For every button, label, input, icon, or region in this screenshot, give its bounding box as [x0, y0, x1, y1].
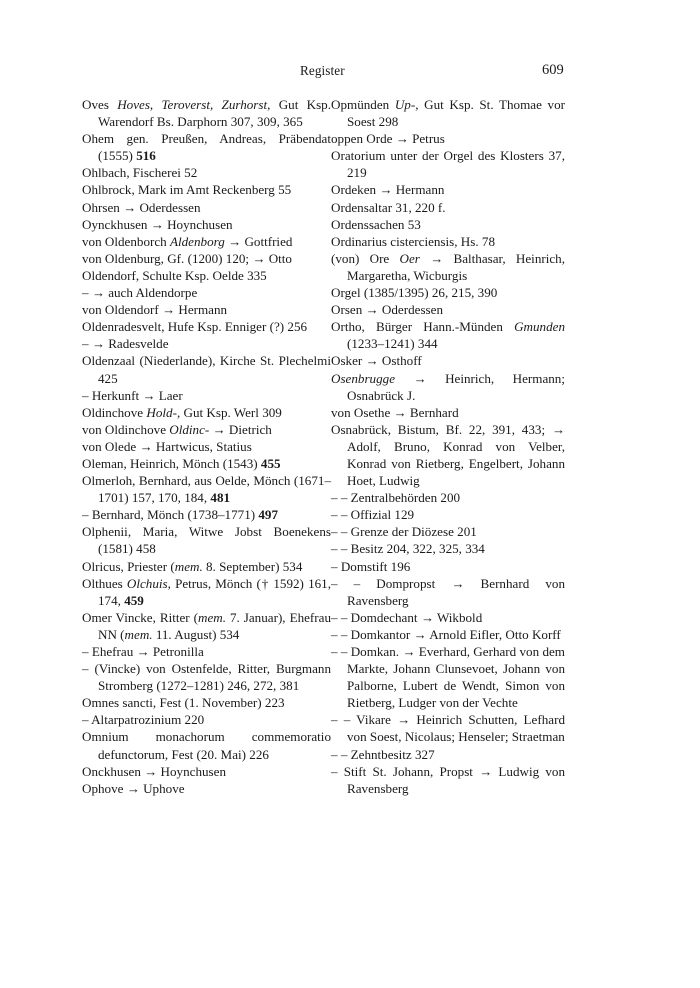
- entry-text: – Herkunft → Laer: [82, 387, 183, 403]
- register-entry: [331, 558, 565, 575]
- register-entry: [331, 318, 565, 352]
- register-entry: [82, 728, 331, 762]
- register-column-right: [331, 96, 565, 797]
- entry-text: Olricus, Priester (: [82, 558, 175, 574]
- register-entry: [331, 199, 565, 216]
- register-entry: [331, 147, 565, 181]
- entry-text: , Gut Ksp. Warendorf Bs. Darphorn 307, 309, 365: [98, 97, 332, 130]
- register-entry: [82, 387, 331, 404]
- entry-text: von Oldinchove: [82, 421, 170, 437]
- entry-text: Osnabrück, Bistum, Bf. 22, 391, 433; → Adolf, Bruno, Konrad von Velber, Konrad von Rietberg, Engelbert, Johann Hoet, Ludwig: [331, 421, 565, 489]
- entry-text: – Domstift 196: [331, 558, 411, 574]
- entry-text: – → auch Aldendorpe: [82, 285, 198, 301]
- entry-text: 7. Januar), Ehefrau NN (: [98, 609, 332, 642]
- entry-text: Orsen → Oderdessen: [331, 302, 443, 318]
- entry-italic-variant: Osenbrugge: [331, 370, 396, 386]
- register-entry: [82, 643, 331, 660]
- register-entry: [331, 233, 565, 250]
- register-entry: [82, 660, 331, 694]
- register-entry: [331, 523, 565, 540]
- register-entry: [82, 404, 331, 421]
- entry-text: Ordinarius cisterciensis, Hs. 78: [331, 233, 496, 249]
- register-entry: [82, 130, 331, 164]
- entry-text: (von) Ore: [331, 250, 400, 266]
- register-entry: [331, 370, 565, 404]
- entry-text: Onckhusen → Hoynchusen: [82, 763, 227, 779]
- entry-text: – – Zehntbesitz 327: [331, 746, 435, 762]
- register-entry: [82, 250, 331, 267]
- entry-text: – → Radesvelde: [82, 336, 169, 352]
- entry-bold-page-ref: 516: [136, 148, 156, 164]
- entry-text: – – Zentralbehörden 200: [331, 490, 461, 506]
- register-entry: [331, 506, 565, 523]
- register-entry: [82, 558, 331, 575]
- entry-text: – – Domdechant → Wikbold: [331, 609, 483, 625]
- entry-text: , Petrus, Mönch († 1592) 161, 174,: [98, 575, 331, 608]
- register-entry: [331, 130, 565, 147]
- entry-text: – – Domkantor → Arnold Eifler, Otto Korff: [331, 626, 561, 642]
- register-entry: [331, 711, 565, 745]
- entry-text: – – Vikare → Heinrich Schutten, Lefhard von Soest, Nicolaus; Henseler; Straetman: [331, 712, 565, 745]
- register-entry: [82, 438, 331, 455]
- entry-text: – Altarpatrozinium 220: [82, 712, 205, 728]
- register-entry: [82, 352, 331, 386]
- register-entry: [331, 609, 565, 626]
- running-head: Register: [300, 63, 345, 78]
- register-entry: [331, 250, 565, 284]
- register-entry: [82, 609, 331, 643]
- entry-italic-variant: mem.: [174, 558, 203, 574]
- entry-text: Ohlbach, Fischerei 52: [82, 165, 198, 181]
- entry-text: – – Grenze der Diözese 201: [331, 524, 477, 540]
- entry-italic-variant: Up-: [394, 97, 416, 112]
- entry-text: Omnium monachorum commemoratio defunctorum, Fest (20. Mai) 226: [82, 729, 331, 762]
- register-entry: [331, 626, 565, 643]
- register-entry: [82, 267, 331, 284]
- entry-text: Oldenzaal (Niederlande), Kirche St. Plechelmi 425: [82, 353, 331, 386]
- register-entry: [331, 284, 565, 301]
- entry-bold-page-ref: 481: [210, 490, 231, 506]
- entry-text: – Bernhard, Mönch (1738–1771): [82, 507, 259, 523]
- entry-text: Ordeken → Hermann: [331, 182, 445, 198]
- register-entry: [82, 164, 331, 181]
- entry-text: Oldinchove: [82, 404, 147, 420]
- entry-text: → Balthasar, Heinrich, Margaretha, Wicburgis: [347, 250, 565, 283]
- entry-text: – – Dompropst → Bernhard von Ravensberg: [331, 575, 565, 608]
- entry-text: Ohrsen → Oderdessen: [82, 199, 201, 215]
- register-entry: [82, 301, 331, 318]
- register-column-left: [82, 96, 331, 797]
- entry-italic-variant: Gmunden: [514, 319, 565, 335]
- register-entry: [331, 181, 565, 198]
- register-entry: [82, 455, 331, 472]
- entry-text: oppen Orde → Petrus: [331, 131, 445, 147]
- register-entry: [331, 763, 565, 797]
- entry-text: – – Besitz 204, 322, 325, 334: [331, 541, 485, 557]
- entry-text: (1233–1241) 344: [347, 336, 438, 352]
- entry-italic-variant: Hold-: [146, 404, 177, 420]
- register-entry: [82, 694, 331, 711]
- entry-text: , Gut Ksp. St. Thomae vor Soest 298: [347, 97, 565, 130]
- register-entry: [82, 318, 331, 335]
- entry-text: Ordenssachen 53: [331, 216, 421, 232]
- register-entry: [331, 643, 565, 711]
- register-entry: [331, 540, 565, 557]
- entry-text: Ophove → Uphove: [82, 780, 185, 796]
- entry-italic-variant: Aldenborg: [170, 233, 225, 249]
- entry-italic-variant: Oldinc-: [169, 421, 210, 437]
- register-entry: [82, 711, 331, 728]
- entry-bold-page-ref: 497: [258, 507, 279, 523]
- entry-text: von Oldenburg, Gf. (1200) 120; → Otto: [82, 250, 292, 266]
- entry-text: – Stift St. Johann, Propst → Ludwig von Ravensberg: [331, 763, 565, 796]
- entry-text: – – Offizial 129: [331, 507, 415, 523]
- register-entry: [82, 780, 331, 797]
- register-entry: [82, 575, 331, 609]
- entry-text: Osker → Osthoff: [331, 353, 422, 369]
- entry-text: 8. September) 534: [202, 558, 303, 574]
- register-entry: [331, 96, 565, 130]
- entry-italic-variant: Hoves, Teroverst, Zurhorst: [117, 97, 268, 112]
- entry-text: 11. August) 534: [152, 626, 240, 642]
- register-entry: [82, 472, 331, 506]
- register-entry: [331, 421, 565, 489]
- entry-text: Oleman, Heinrich, Mönch (1543): [82, 455, 261, 471]
- entry-text: → Gottfried: [224, 233, 293, 249]
- entry-italic-variant: Oer: [399, 250, 420, 266]
- register-entry: [82, 506, 331, 523]
- entry-text: von Oldenborch: [82, 233, 170, 249]
- register-entry: [82, 96, 331, 130]
- entry-text: Ortho, Bürger Hann.-Münden: [331, 319, 515, 335]
- entry-text: Oves: [82, 97, 118, 112]
- register-entry: [331, 301, 565, 318]
- register-entry: [82, 284, 331, 301]
- register-entry: [331, 352, 565, 369]
- entry-text: – Ehefrau → Petronilla: [82, 644, 204, 659]
- entry-text: – (Vincke) von Ostenfelde, Ritter, Burgmann Stromberg (1272–1281) 246, 272, 381: [82, 661, 331, 694]
- entry-text: Omnes sancti, Fest (1. November) 223: [82, 695, 285, 711]
- register-entry: [82, 763, 331, 780]
- register-entry: [82, 523, 331, 557]
- entry-bold-page-ref: 455: [260, 455, 281, 471]
- entry-italic-variant: mem.: [198, 609, 226, 625]
- entry-text: von Oldendorf → Hermann: [82, 302, 228, 318]
- entry-text: Opmünden: [331, 97, 395, 112]
- register-entry: [82, 233, 331, 250]
- entry-text: Ohem gen. Preußen, Andreas, Präbendat (1555): [82, 131, 331, 164]
- entry-text: Oldendorf, Schulte Ksp. Oelde 335: [82, 267, 267, 283]
- register-entry: [331, 404, 565, 421]
- entry-text: – – Domkan. → Everhard, Gerhard von dem Markte, Johann Clunsevoet, Johann von Palborne, Lubert de Wendt, Simon von Rietberg, Ludger von der Vechte: [331, 644, 565, 711]
- entry-italic-variant: Olchuis: [126, 575, 168, 591]
- entry-text: → Heinrich, Hermann; Osnabrück J.: [347, 370, 565, 403]
- entry-text: Olmerloh, Bernhard, aus Oelde, Mönch (1671–1701) 157, 170, 184,: [82, 473, 331, 506]
- register-entry: [331, 216, 565, 233]
- entry-text: Orgel (1385/1395) 26, 215, 390: [331, 285, 498, 301]
- entry-italic-variant: mem.: [124, 626, 153, 642]
- entry-text: Oynckhusen → Hoynchusen: [82, 216, 233, 232]
- entry-text: Oldenradesvelt, Hufe Ksp. Enniger (?) 256: [82, 319, 308, 335]
- entry-text: Olthues: [82, 575, 127, 591]
- entry-text: von Olede → Hartwicus, Statius: [82, 438, 252, 454]
- entry-text: → Dietrich: [209, 421, 272, 437]
- register-entry: [82, 199, 331, 216]
- register-entry: [82, 181, 331, 198]
- entry-text: , Gut Ksp. Werl 309: [176, 404, 282, 420]
- entry-text: Ordensaltar 31, 220 f.: [331, 199, 446, 215]
- page-number: 609: [542, 62, 564, 78]
- register-entry: [82, 421, 331, 438]
- register-entry: [331, 746, 565, 763]
- register-entry: [82, 216, 331, 233]
- entry-text: Ohlbrock, Mark im Amt Reckenberg 55: [82, 182, 292, 198]
- entry-text: Oratorium unter der Orgel des Klosters 37, 219: [331, 148, 565, 181]
- register-entry: [331, 575, 565, 609]
- entry-text: Omer Vincke, Ritter (: [82, 609, 198, 625]
- entry-text: Olphenii, Maria, Witwe Jobst Boenekens (1581) 458: [82, 524, 331, 557]
- register-entry: [82, 335, 331, 352]
- entry-bold-page-ref: 459: [124, 592, 144, 608]
- register-entry: [331, 489, 565, 506]
- entry-text: von Osethe → Bernhard: [331, 404, 459, 420]
